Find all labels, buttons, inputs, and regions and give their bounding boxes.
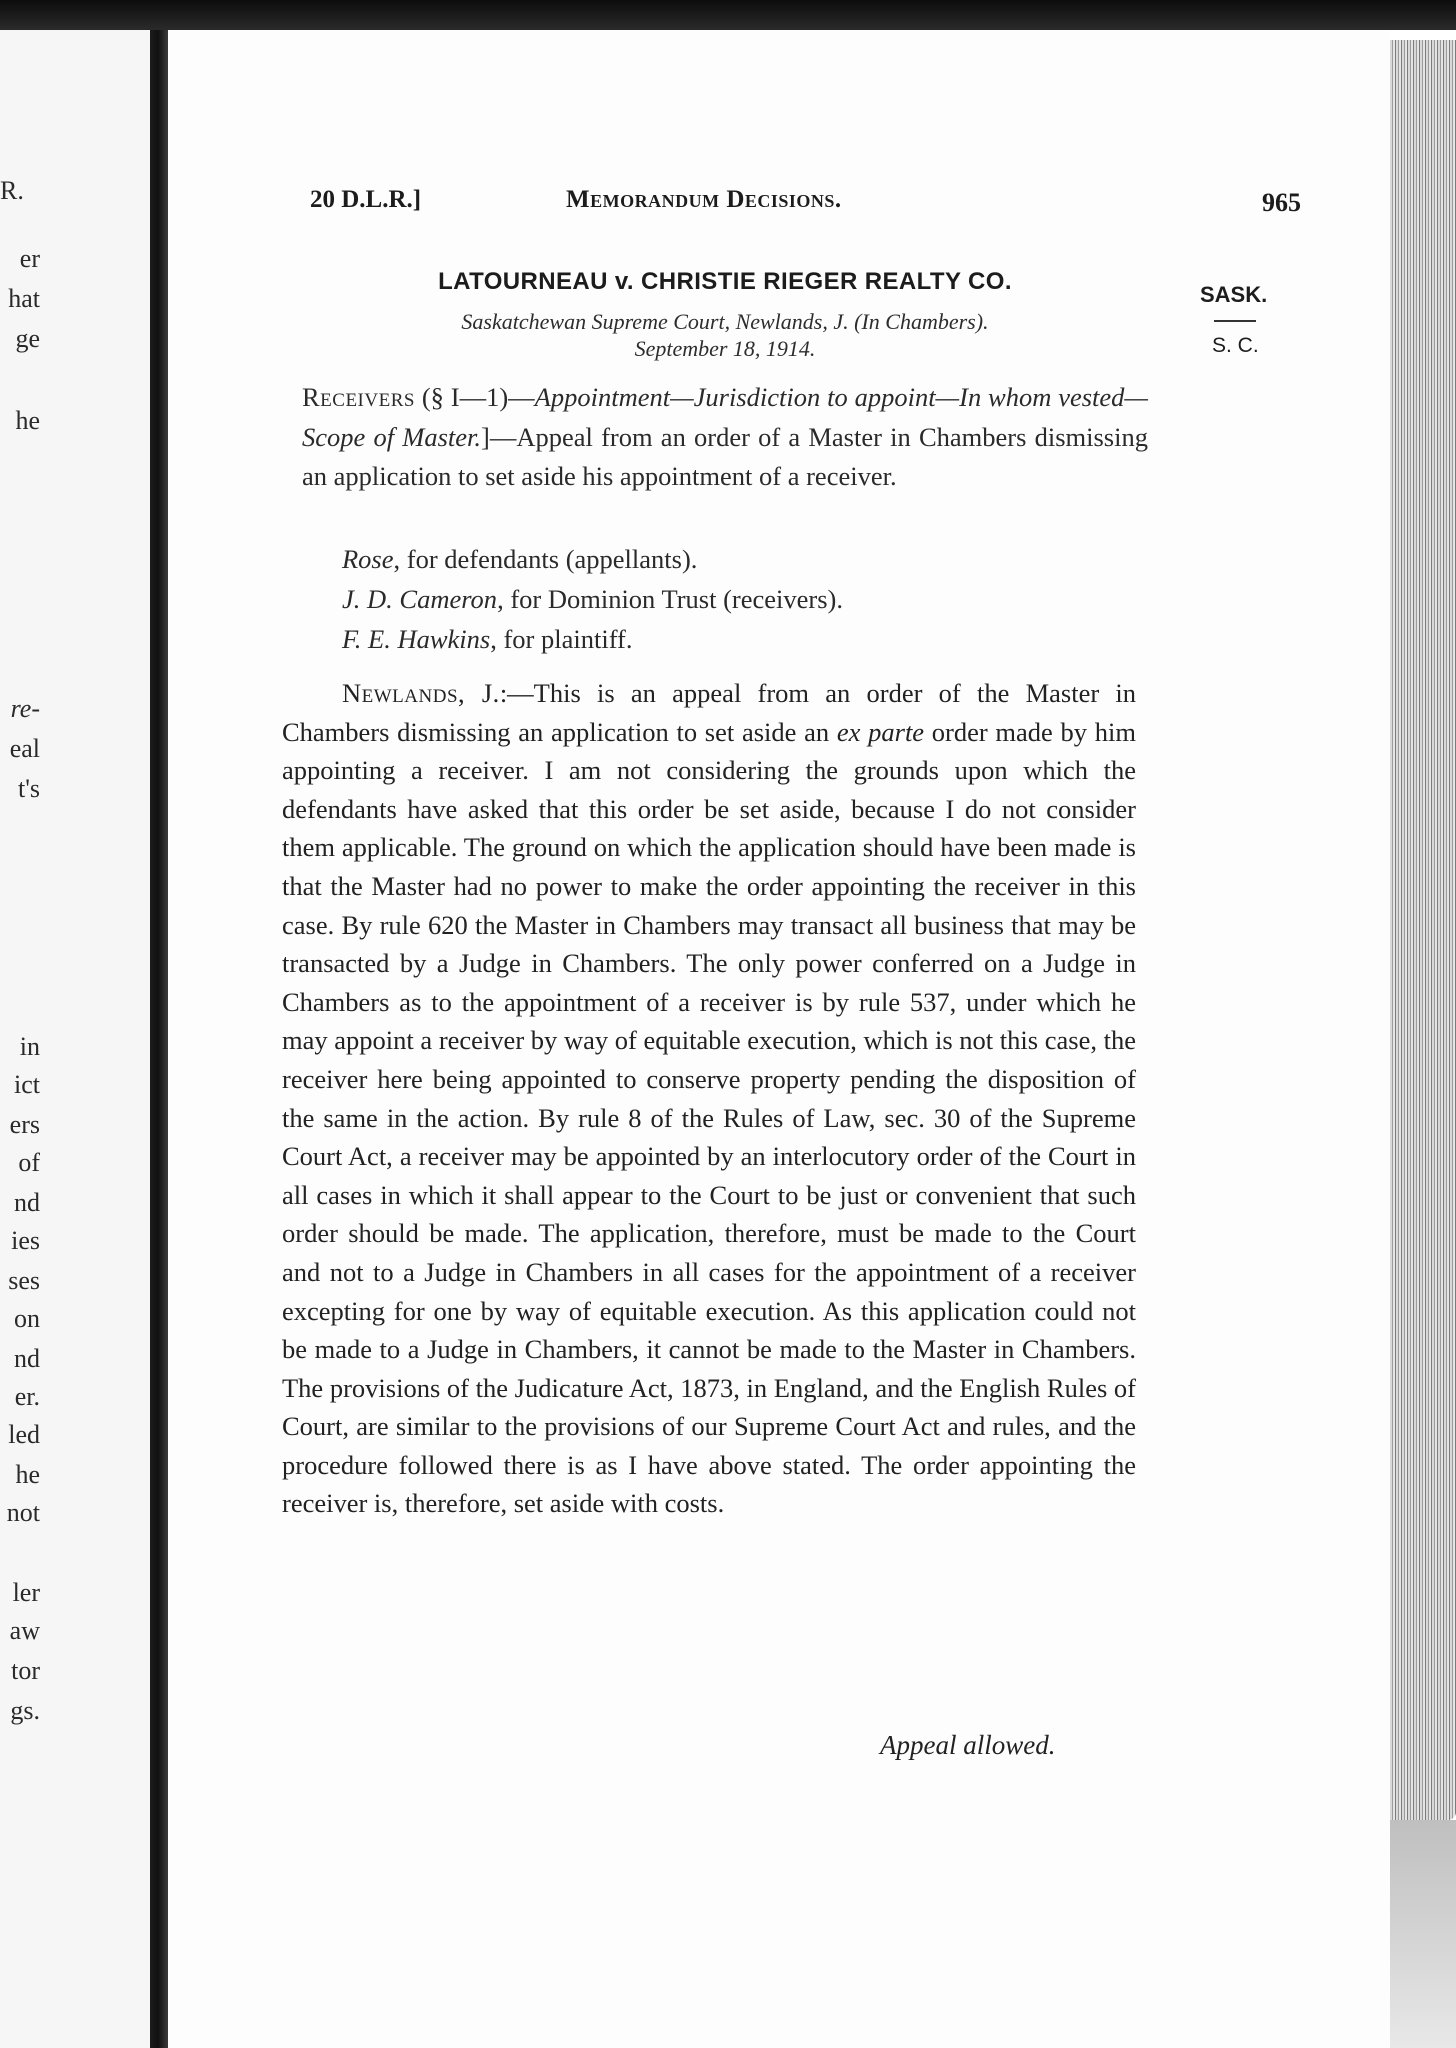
- left-fragment: re-: [10, 694, 40, 723]
- book-gutter: [150, 30, 168, 2048]
- case-title: LATOURNEAU v. CHRISTIE RIEGER REALTY CO.: [438, 268, 1012, 295]
- side-note-province: SASK.: [1200, 282, 1268, 307]
- headnote: [302, 378, 1148, 497]
- left-fragment: he: [15, 406, 40, 435]
- left-fragment: ler: [12, 1578, 40, 1607]
- headnote-text: ]—Appeal from an order of a Master in Chambers dismissing an application to set aside his appointment of a receiver.: [302, 421, 1148, 491]
- left-fragment: aw: [9, 1616, 40, 1645]
- scan-top-edge: [0, 0, 1456, 30]
- counsel-line: [342, 584, 1142, 615]
- page-stack-edges: [1390, 40, 1456, 1820]
- left-fragment: ses: [8, 1266, 40, 1295]
- left-fragment: ge: [15, 324, 40, 353]
- left-fragment: ict: [14, 1070, 40, 1099]
- counsel-line: [342, 624, 1142, 655]
- court-line: Saskatchewan Supreme Court, Newlands, J. (In Chambers).: [461, 309, 989, 334]
- opinion-text-start: :—This is an appeal from an order of the Master in Chambers dismissing an application to set aside an: [282, 678, 1136, 747]
- left-fragment: t's: [17, 774, 40, 803]
- counsel-name: F. E. Hawkins: [342, 624, 491, 654]
- opinion-text-rest: order made by him appointing a receiver. I am not considering the grounds upon which the defendants have asked that this order be set aside, because I do not consider them applicable. The ground on which the application should have been made is that the Master had no power to make the order appointing the receiver in this case. By rule 620 the Master in Chambers may transact all business that may be transacted by a Judge in Chambers. The only power conferred on a Judge in Chambers as to the appointment of a receiver is by rule 537, under which he may appoint a receiver by way of equitable execution, which is not this case, the receiver here being appointed to conserve property pending the disposition of the same in the action. By rule 8 of the Rules of Law, sec. 30 of the Supreme Court Act, a receiver may be appointed by an interlocutory order of the Court in all cases in which it shall appear to the Court to be just or convenient that such order should be made. The application, therefore, must be made to the Court and not to a Judge in Chambers in all cases for the appointment of a receiver excepting for one by way of equitable execution. As this application could not be made to a Judge in Chambers, it cannot be made to the Master in Chambers. The provisions of the Judicature Act, 1873, in England, and the English Rules of Court, are similar to the provisions of our Supreme Court Act and rules, and the procedure followed there is as I have above stated. The order appointing the receiver is, therefore, set aside with costs.: [282, 716, 1136, 1519]
- page-stack-shadow: [1390, 1820, 1456, 2048]
- headnote-section: (§ I—1)—: [414, 382, 535, 412]
- left-fragment: ers: [9, 1110, 40, 1139]
- left-fragment: er: [19, 244, 40, 273]
- side-note-rule: [1214, 320, 1256, 322]
- left-fragment: of: [18, 1148, 40, 1177]
- left-fragment: eal: [9, 734, 40, 763]
- left-fragment: in: [19, 1032, 40, 1061]
- volume-reference: 20 D.L.R.]: [310, 186, 422, 213]
- judge-name: Newlands, J.: [342, 678, 500, 708]
- side-note-court: S. C.: [1212, 334, 1259, 357]
- decision-date: September 18, 1914.: [634, 336, 816, 361]
- counsel-role: , for plaintiff.: [490, 624, 633, 654]
- left-fragment: nd: [14, 1188, 40, 1217]
- counsel-name: J. D. Cameron: [342, 584, 498, 614]
- opinion-body: [282, 674, 1136, 1523]
- left-fragment: er.: [14, 1382, 40, 1411]
- left-fragment: tor: [11, 1656, 40, 1685]
- left-fragment: ies: [11, 1226, 40, 1255]
- left-fragment: nd: [14, 1344, 40, 1373]
- counsel-line: [342, 544, 1142, 575]
- running-title: Memorandum Decisions.: [566, 186, 842, 213]
- left-fragment: gs.: [10, 1696, 40, 1725]
- left-fragment: on: [14, 1304, 40, 1333]
- headnote-catchwords: Appointment—Jurisdiction to appoint—In whom vested—Scope of Master.: [302, 382, 1148, 452]
- left-fragment: not: [6, 1498, 40, 1527]
- counsel-role: , for defendants (appellants).: [393, 544, 698, 574]
- court-info: [300, 308, 1150, 362]
- headnote-topic: Receivers: [302, 382, 415, 412]
- left-fragment: led: [8, 1420, 40, 1449]
- disposition: Appeal allowed.: [880, 1730, 1056, 1760]
- left-fragment: R.: [0, 176, 24, 205]
- left-fragment: he: [15, 1460, 40, 1489]
- page-number: 965: [1262, 188, 1301, 217]
- counsel-role: , for Dominion Trust (receivers).: [497, 584, 843, 614]
- latin-phrase: ex parte: [836, 716, 925, 747]
- left-fragment: hat: [8, 284, 40, 313]
- counsel-name: Rose: [342, 544, 394, 574]
